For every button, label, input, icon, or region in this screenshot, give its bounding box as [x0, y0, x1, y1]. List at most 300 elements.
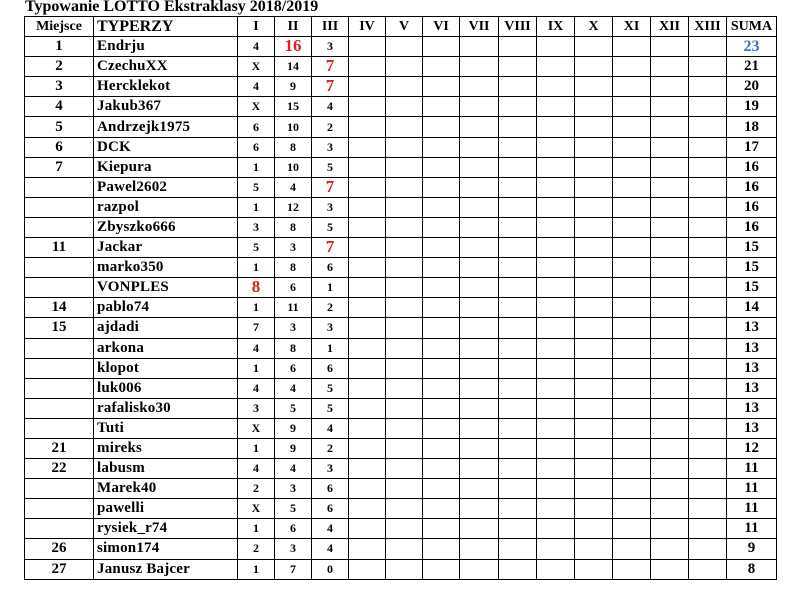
- round-8-empty-cell: [499, 278, 537, 298]
- round-10-empty-cell: [575, 459, 613, 479]
- round-2-score-cell: [275, 57, 312, 77]
- round-5-empty-cell: [386, 137, 423, 157]
- place-cell: [25, 559, 94, 579]
- sum-cell: [727, 77, 777, 97]
- round-8-empty-cell: [499, 57, 537, 77]
- header-round-10: X: [575, 17, 613, 37]
- round-12-empty-cell: [651, 37, 689, 57]
- round-6-empty-cell: [423, 298, 460, 318]
- round-11-empty-cell: [613, 177, 651, 197]
- place-value: 3: [55, 78, 63, 95]
- round-13-empty-cell: [689, 338, 727, 358]
- table-row: [25, 539, 777, 559]
- round-1-score-cell: [238, 358, 275, 378]
- player-name-value: marko350: [97, 259, 164, 276]
- round-7-empty-cell: [460, 57, 499, 77]
- table-row: [25, 298, 777, 318]
- sum-value: 13: [744, 339, 759, 356]
- round-3-score-cell: [312, 459, 349, 479]
- round-13-empty-cell: [689, 398, 727, 418]
- round-1-score-value: X: [251, 501, 261, 516]
- round-3-score-value: 5: [327, 380, 333, 395]
- round-11-empty-cell: [613, 418, 651, 438]
- round-9-empty-cell: [537, 438, 575, 458]
- round-1-score-cell: [238, 559, 275, 579]
- sum-value: 15: [744, 239, 759, 256]
- round-12-empty-cell: [651, 217, 689, 237]
- table-row: [25, 177, 777, 197]
- table-body: [25, 37, 777, 580]
- round-5-empty-cell: [386, 197, 423, 217]
- round-5-empty-cell: [386, 298, 423, 318]
- round-3-score-cell: [312, 177, 349, 197]
- sum-cell: [727, 499, 777, 519]
- round-12-empty-cell: [651, 499, 689, 519]
- round-6-empty-cell: [423, 499, 460, 519]
- round-13-empty-cell: [689, 217, 727, 237]
- player-name-value: razpol: [97, 198, 140, 215]
- round-11-empty-cell: [613, 398, 651, 418]
- round-2-score-value: 3: [290, 481, 296, 496]
- round-11-empty-cell: [613, 157, 651, 177]
- sum-value: 16: [744, 198, 759, 215]
- round-3-score-cell: [312, 258, 349, 278]
- round-2-score-cell: [275, 157, 312, 177]
- place-value: 27: [51, 560, 67, 577]
- round-12-empty-cell: [651, 438, 689, 458]
- round-5-empty-cell: [386, 418, 423, 438]
- round-4-empty-cell: [349, 197, 386, 217]
- round-5-empty-cell: [386, 479, 423, 499]
- round-3-score-cell: [312, 338, 349, 358]
- round-9-empty-cell: [537, 77, 575, 97]
- round-8-empty-cell: [499, 258, 537, 278]
- round-10-empty-cell: [575, 418, 613, 438]
- round-9-empty-cell: [537, 157, 575, 177]
- sum-value: 13: [744, 379, 759, 396]
- round-10-empty-cell: [575, 37, 613, 57]
- round-7-empty-cell: [460, 97, 499, 117]
- player-name-value: Marek40: [97, 480, 157, 497]
- player-name-value: Endrju: [97, 38, 145, 55]
- place-cell: [25, 37, 94, 57]
- player-name-cell: [94, 137, 238, 157]
- round-1-score-cell: [238, 217, 275, 237]
- player-name-cell: [94, 358, 238, 378]
- player-name-cell: [94, 338, 238, 358]
- place-cell: [25, 278, 94, 298]
- sum-cell: [727, 217, 777, 237]
- sum-cell: [727, 278, 777, 298]
- round-1-score-value: 1: [253, 159, 259, 174]
- player-name-value: arkona: [97, 339, 145, 356]
- round-2-score-value: 6: [290, 280, 296, 295]
- round-3-score-value: 7: [325, 76, 335, 96]
- place-cell: [25, 438, 94, 458]
- round-13-empty-cell: [689, 97, 727, 117]
- sum-value: 16: [744, 158, 759, 175]
- round-5-empty-cell: [386, 117, 423, 137]
- sum-value: 13: [744, 399, 759, 416]
- header-round-7: VII: [460, 17, 499, 37]
- round-12-empty-cell: [651, 398, 689, 418]
- round-5-empty-cell: [386, 438, 423, 458]
- round-1-score-value: 8: [251, 277, 261, 297]
- round-7-empty-cell: [460, 157, 499, 177]
- round-13-empty-cell: [689, 238, 727, 258]
- round-1-score-cell: [238, 197, 275, 217]
- round-13-empty-cell: [689, 117, 727, 137]
- player-name-cell: [94, 418, 238, 438]
- header-round-9: IX: [537, 17, 575, 37]
- round-7-empty-cell: [460, 278, 499, 298]
- player-name-value: mireks: [97, 440, 143, 457]
- sum-cell: [727, 378, 777, 398]
- place-cell: [25, 97, 94, 117]
- player-name-cell: [94, 459, 238, 479]
- round-13-empty-cell: [689, 37, 727, 57]
- round-3-score-cell: [312, 137, 349, 157]
- sum-value: 16: [744, 218, 759, 235]
- round-3-score-cell: [312, 197, 349, 217]
- table-row: [25, 57, 777, 77]
- table-row: [25, 358, 777, 378]
- player-name-cell: [94, 238, 238, 258]
- place-value: 5: [55, 118, 63, 135]
- round-5-empty-cell: [386, 278, 423, 298]
- player-name-value: Jackar: [97, 239, 143, 256]
- round-4-empty-cell: [349, 398, 386, 418]
- round-8-empty-cell: [499, 479, 537, 499]
- place-cell: [25, 358, 94, 378]
- round-9-empty-cell: [537, 137, 575, 157]
- player-name-value: Jakub367: [97, 98, 162, 115]
- round-13-empty-cell: [689, 298, 727, 318]
- header-round-1: I: [238, 17, 275, 37]
- round-6-empty-cell: [423, 438, 460, 458]
- round-1-score-cell: [238, 519, 275, 539]
- round-6-empty-cell: [423, 197, 460, 217]
- round-8-empty-cell: [499, 97, 537, 117]
- round-3-score-value: 4: [327, 521, 333, 536]
- header-round-13: XIII: [689, 17, 727, 37]
- round-10-empty-cell: [575, 559, 613, 579]
- player-name-cell: [94, 217, 238, 237]
- round-1-score-value: 1: [253, 360, 259, 375]
- sum-value: 13: [744, 419, 759, 436]
- round-8-empty-cell: [499, 177, 537, 197]
- round-11-empty-cell: [613, 258, 651, 278]
- round-7-empty-cell: [460, 358, 499, 378]
- round-1-score-value: 5: [253, 240, 259, 255]
- round-13-empty-cell: [689, 157, 727, 177]
- round-10-empty-cell: [575, 318, 613, 338]
- round-10-empty-cell: [575, 137, 613, 157]
- round-2-score-value: 14: [287, 59, 299, 74]
- round-10-empty-cell: [575, 338, 613, 358]
- round-8-empty-cell: [499, 438, 537, 458]
- player-name-cell: [94, 499, 238, 519]
- round-8-empty-cell: [499, 157, 537, 177]
- round-11-empty-cell: [613, 519, 651, 539]
- round-9-empty-cell: [537, 398, 575, 418]
- place-cell: [25, 479, 94, 499]
- sum-value: 20: [744, 78, 759, 95]
- round-8-empty-cell: [499, 217, 537, 237]
- round-2-score-value: 4: [290, 380, 296, 395]
- round-2-score-value: 9: [290, 441, 296, 456]
- round-3-score-value: 5: [327, 159, 333, 174]
- place-value: 15: [51, 319, 67, 336]
- place-cell: [25, 459, 94, 479]
- round-4-empty-cell: [349, 459, 386, 479]
- round-1-score-cell: [238, 37, 275, 57]
- round-7-empty-cell: [460, 197, 499, 217]
- round-2-score-cell: [275, 238, 312, 258]
- round-10-empty-cell: [575, 519, 613, 539]
- round-3-score-cell: [312, 238, 349, 258]
- header-round-6: VI: [423, 17, 460, 37]
- round-7-empty-cell: [460, 559, 499, 579]
- round-11-empty-cell: [613, 338, 651, 358]
- round-10-empty-cell: [575, 539, 613, 559]
- round-5-empty-cell: [386, 559, 423, 579]
- round-5-empty-cell: [386, 217, 423, 237]
- round-1-score-value: 5: [253, 179, 259, 194]
- round-4-empty-cell: [349, 217, 386, 237]
- round-9-empty-cell: [537, 258, 575, 278]
- round-6-empty-cell: [423, 217, 460, 237]
- round-5-empty-cell: [386, 97, 423, 117]
- round-9-empty-cell: [537, 539, 575, 559]
- round-3-score-value: 0: [327, 561, 333, 576]
- round-9-empty-cell: [537, 57, 575, 77]
- place-cell: [25, 398, 94, 418]
- player-name-cell: [94, 398, 238, 418]
- round-13-empty-cell: [689, 137, 727, 157]
- sum-cell: [727, 177, 777, 197]
- sum-value: 13: [744, 359, 759, 376]
- round-5-empty-cell: [386, 539, 423, 559]
- round-5-empty-cell: [386, 177, 423, 197]
- round-4-empty-cell: [349, 418, 386, 438]
- place-cell: [25, 499, 94, 519]
- round-3-score-value: 7: [325, 177, 335, 196]
- round-1-score-value: 1: [253, 521, 259, 536]
- round-2-score-cell: [275, 278, 312, 298]
- round-4-empty-cell: [349, 238, 386, 258]
- round-6-empty-cell: [423, 559, 460, 579]
- round-6-empty-cell: [423, 459, 460, 479]
- round-3-score-cell: [312, 418, 349, 438]
- round-13-empty-cell: [689, 539, 727, 559]
- round-2-score-value: 5: [290, 501, 296, 516]
- round-2-score-cell: [275, 37, 312, 57]
- round-11-empty-cell: [613, 358, 651, 378]
- player-name-value: Hercklekot: [97, 78, 171, 95]
- round-7-empty-cell: [460, 298, 499, 318]
- round-9-empty-cell: [537, 418, 575, 438]
- place-cell: [25, 177, 94, 197]
- round-12-empty-cell: [651, 97, 689, 117]
- round-11-empty-cell: [613, 459, 651, 479]
- round-2-score-cell: [275, 298, 312, 318]
- round-9-empty-cell: [537, 117, 575, 137]
- round-5-empty-cell: [386, 157, 423, 177]
- round-2-score-value: 9: [290, 79, 296, 94]
- round-2-score-cell: [275, 338, 312, 358]
- sum-cell: [727, 519, 777, 539]
- sum-value: 9: [747, 540, 756, 557]
- round-6-empty-cell: [423, 117, 460, 137]
- round-7-empty-cell: [460, 338, 499, 358]
- header-round-5: V: [386, 17, 423, 37]
- player-name-cell: [94, 177, 238, 197]
- sum-cell: [727, 137, 777, 157]
- round-6-empty-cell: [423, 539, 460, 559]
- round-1-score-value: 4: [253, 380, 259, 395]
- place-value: 1: [55, 38, 63, 55]
- round-5-empty-cell: [386, 238, 423, 258]
- player-name-value: rysiek_r74: [97, 520, 168, 537]
- round-6-empty-cell: [423, 519, 460, 539]
- player-name-cell: [94, 479, 238, 499]
- round-2-score-cell: [275, 177, 312, 197]
- round-13-empty-cell: [689, 77, 727, 97]
- round-11-empty-cell: [613, 238, 651, 258]
- round-5-empty-cell: [386, 77, 423, 97]
- round-3-score-cell: [312, 217, 349, 237]
- table-row: [25, 217, 777, 237]
- round-12-empty-cell: [651, 137, 689, 157]
- round-2-score-value: 6: [290, 521, 296, 536]
- round-6-empty-cell: [423, 97, 460, 117]
- round-2-score-value: 11: [287, 300, 299, 315]
- player-name-cell: [94, 539, 238, 559]
- table-row: [25, 519, 777, 539]
- table-row: [25, 418, 777, 438]
- player-name-cell: [94, 77, 238, 97]
- round-7-empty-cell: [460, 117, 499, 137]
- round-6-empty-cell: [423, 278, 460, 298]
- round-3-score-cell: [312, 117, 349, 137]
- round-7-empty-cell: [460, 37, 499, 57]
- round-7-empty-cell: [460, 539, 499, 559]
- round-1-score-cell: [238, 539, 275, 559]
- round-6-empty-cell: [423, 479, 460, 499]
- sum-cell: [727, 358, 777, 378]
- round-10-empty-cell: [575, 117, 613, 137]
- player-name-cell: [94, 278, 238, 298]
- round-11-empty-cell: [613, 559, 651, 579]
- header-round-12: XII: [651, 17, 689, 37]
- player-name-cell: [94, 318, 238, 338]
- player-name-value: VONPLES: [97, 279, 169, 296]
- round-1-score-cell: [238, 77, 275, 97]
- round-11-empty-cell: [613, 137, 651, 157]
- place-value: 7: [55, 158, 63, 175]
- place-cell: [25, 298, 94, 318]
- round-2-score-value: 10: [287, 119, 299, 134]
- sum-value: 23: [743, 37, 760, 55]
- round-2-score-value: 5: [290, 400, 296, 415]
- round-3-score-value: 6: [327, 260, 333, 275]
- round-9-empty-cell: [537, 97, 575, 117]
- round-1-score-value: 1: [253, 300, 259, 315]
- round-2-score-cell: [275, 438, 312, 458]
- round-5-empty-cell: [386, 258, 423, 278]
- round-3-score-value: 6: [327, 501, 333, 516]
- round-6-empty-cell: [423, 77, 460, 97]
- round-1-score-value: 6: [253, 139, 259, 154]
- round-1-score-value: 1: [253, 561, 259, 576]
- round-8-empty-cell: [499, 338, 537, 358]
- player-name-cell: [94, 57, 238, 77]
- round-3-score-value: 4: [327, 99, 333, 114]
- place-cell: [25, 57, 94, 77]
- round-7-empty-cell: [460, 479, 499, 499]
- sum-cell: [727, 459, 777, 479]
- header-round-3: III: [312, 17, 349, 37]
- sum-cell: [727, 57, 777, 77]
- round-6-empty-cell: [423, 238, 460, 258]
- place-cell: [25, 418, 94, 438]
- round-2-score-value: 7: [290, 561, 296, 576]
- player-name-cell: [94, 258, 238, 278]
- round-10-empty-cell: [575, 57, 613, 77]
- sum-value: 17: [744, 138, 759, 155]
- round-2-score-value: 9: [290, 420, 296, 435]
- player-name-cell: [94, 37, 238, 57]
- sum-cell: [727, 338, 777, 358]
- round-9-empty-cell: [537, 338, 575, 358]
- round-10-empty-cell: [575, 238, 613, 258]
- round-2-score-cell: [275, 137, 312, 157]
- round-8-empty-cell: [499, 117, 537, 137]
- round-2-score-cell: [275, 499, 312, 519]
- round-10-empty-cell: [575, 177, 613, 197]
- round-5-empty-cell: [386, 338, 423, 358]
- player-name-value: labusm: [97, 460, 145, 477]
- round-2-score-cell: [275, 318, 312, 338]
- round-5-empty-cell: [386, 398, 423, 418]
- player-name-value: Pawel2602: [97, 178, 168, 195]
- round-2-score-cell: [275, 358, 312, 378]
- round-11-empty-cell: [613, 479, 651, 499]
- round-10-empty-cell: [575, 258, 613, 278]
- round-12-empty-cell: [651, 117, 689, 137]
- round-13-empty-cell: [689, 358, 727, 378]
- player-name-cell: [94, 117, 238, 137]
- round-4-empty-cell: [349, 97, 386, 117]
- round-3-score-cell: [312, 77, 349, 97]
- round-10-empty-cell: [575, 499, 613, 519]
- sum-value: 12: [744, 440, 759, 457]
- round-2-score-cell: [275, 519, 312, 539]
- round-3-score-cell: [312, 278, 349, 298]
- round-1-score-cell: [238, 97, 275, 117]
- round-1-score-value: X: [251, 99, 261, 114]
- round-3-score-value: 3: [327, 39, 333, 54]
- round-3-score-value: 1: [327, 340, 333, 355]
- sum-cell: [727, 238, 777, 258]
- round-12-empty-cell: [651, 479, 689, 499]
- player-name-value: Zbyszko666: [97, 218, 176, 235]
- round-12-empty-cell: [651, 77, 689, 97]
- round-13-empty-cell: [689, 418, 727, 438]
- round-4-empty-cell: [349, 318, 386, 338]
- round-8-empty-cell: [499, 398, 537, 418]
